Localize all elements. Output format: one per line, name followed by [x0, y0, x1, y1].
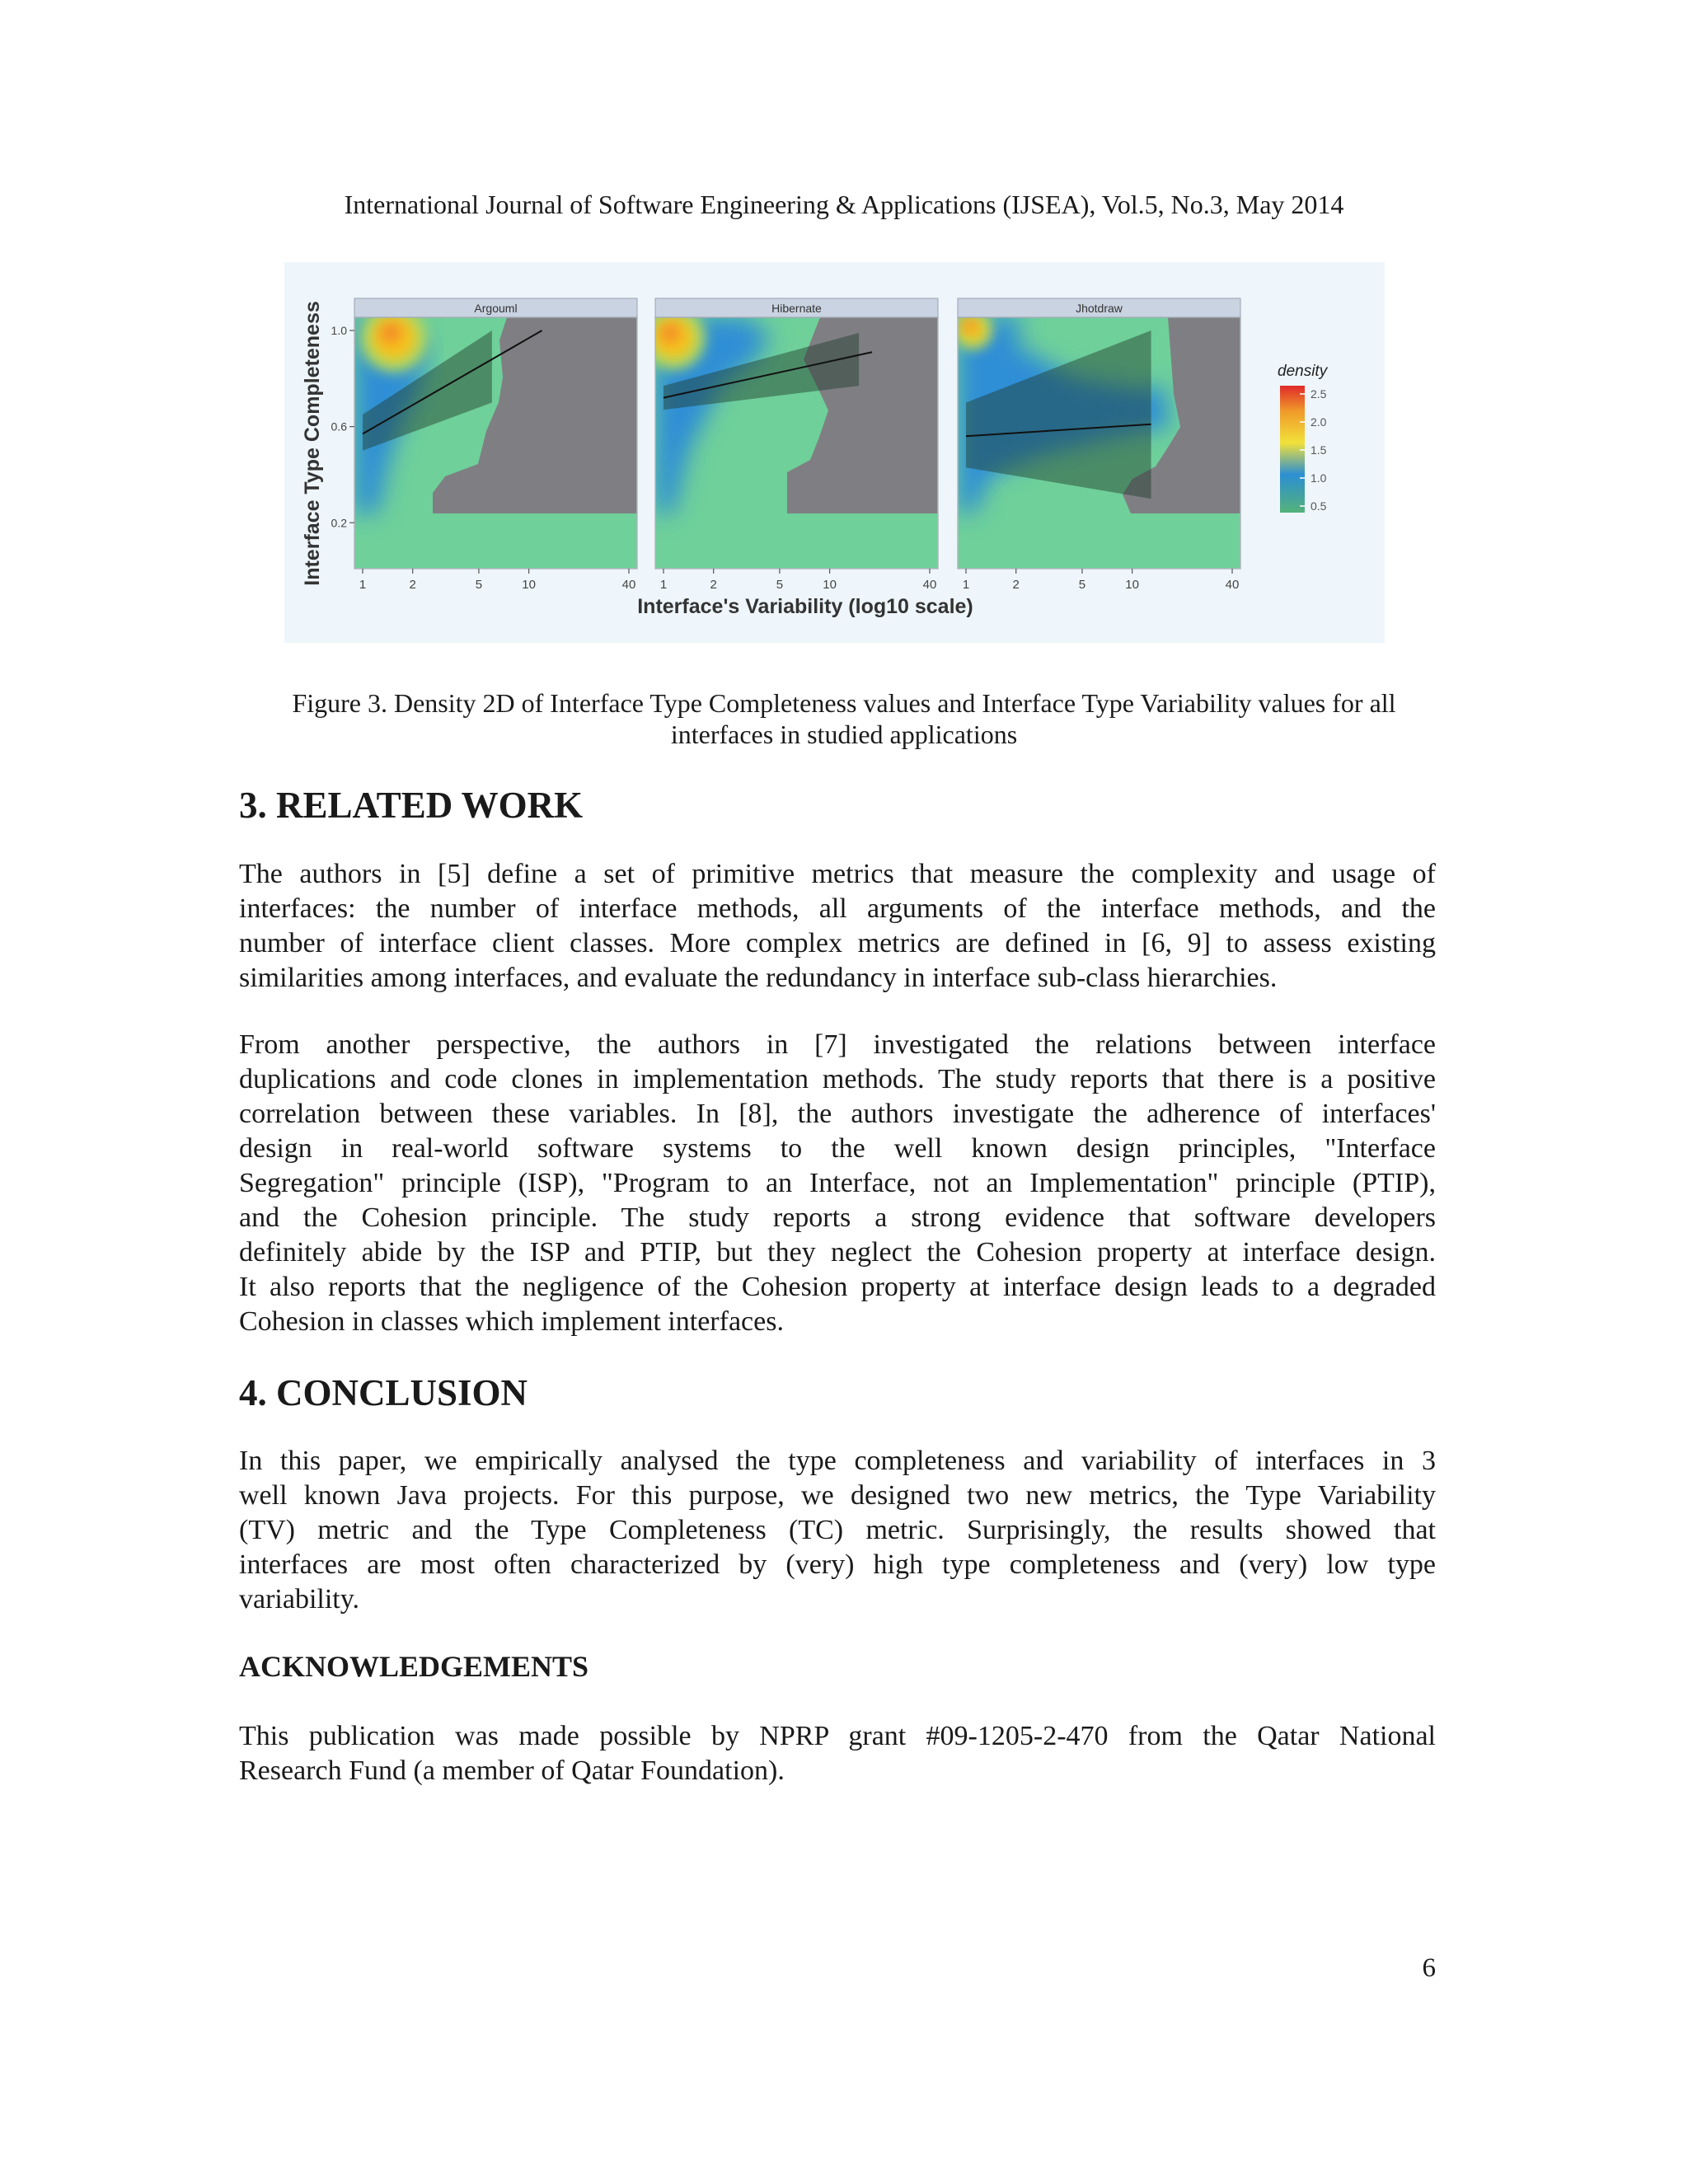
legend-tick-label: 0.5 [1311, 499, 1327, 513]
panel-title: Hibernate [771, 302, 822, 315]
density-figure [284, 262, 1385, 643]
text-line: well known Java projects. For this purpose, we designed two new metrics, the Type Variability [239, 1480, 1436, 1511]
x-tick-label: 2 [710, 578, 717, 592]
section-heading-related-work: 3. RELATED WORK [239, 785, 584, 826]
x-tick-label: 1 [659, 578, 668, 592]
x-axis-label: Interface's Variability (log10 scale) [637, 595, 973, 618]
density-hotspot-core [660, 323, 679, 342]
related-work-paragraph-2 [239, 1028, 1436, 1339]
x-tick-label: 40 [621, 578, 636, 592]
text-line: Segregation" principle (ISP), "Program to an Interface, not an Implementation" principle (PTIP), [239, 1168, 1436, 1198]
text-line: The authors in [5] define a set of primitive metrics that measure the complexity and usage of [239, 859, 1436, 889]
caption-line: Figure 3. Density 2D of Interface Type Completeness values and Interface Type Variability values for all [292, 688, 1396, 718]
density-panel-argouml [354, 303, 637, 569]
conclusion-paragraph [239, 1444, 1436, 1617]
text-line: This publication was made possible by NPRP grant #09-1205-2-470 from the Qatar National [239, 1721, 1436, 1751]
x-tick-label: 5 [1078, 578, 1086, 592]
figure-caption [239, 687, 1449, 750]
legend-tick-label: 1.0 [1311, 471, 1327, 485]
section-heading-acknowledgements: ACKNOWLEDGEMENTS [239, 1650, 589, 1683]
density-panel-jhotdraw [953, 310, 1240, 569]
related-work-paragraph-1 [239, 857, 1436, 996]
x-tick-label: 2 [409, 578, 416, 592]
section-heading-conclusion: 4. CONCLUSION [239, 1372, 528, 1413]
text-line: It also reports that the negligence of the Cohesion property at interface design leads to a degraded [239, 1272, 1436, 1302]
legend-tick-label: 2.5 [1311, 387, 1327, 401]
legend-tick-label: 1.5 [1311, 443, 1327, 457]
x-tick-label: 1 [962, 578, 970, 592]
text-line: variability. [239, 1584, 360, 1615]
y-tick-label: 0.6 [331, 419, 347, 434]
text-line: duplications and code clones in implementation methods. The study reports that there is a positive [239, 1064, 1436, 1094]
figure-3 [284, 262, 1385, 643]
x-tick-label: 2 [1012, 578, 1020, 592]
panel-title: Argouml [474, 302, 518, 315]
x-tick-label: 40 [1225, 578, 1240, 592]
text-line: correlation between these variables. In [8], the authors investigate the adherence of interfaces' [239, 1099, 1436, 1129]
text-line: In this paper, we empirically analysed the type completeness and variability of interfaces in 3 [239, 1446, 1436, 1476]
acknowledgements-paragraph [239, 1719, 1436, 1788]
x-tick-label: 10 [1125, 578, 1139, 592]
x-tick-label: 10 [522, 578, 536, 592]
text-line: similarities among interfaces, and evaluate the redundancy in interface sub-class hierarchies. [239, 963, 1278, 993]
legend-tick-label: 2.0 [1311, 415, 1327, 429]
legend-title: density [1278, 363, 1328, 380]
text-line: Cohesion in classes which implement interfaces. [239, 1306, 784, 1337]
text-line: interfaces: the number of interface methods, all arguments of the interface methods, and the [239, 893, 1436, 924]
text-line: interfaces are most often characterized by (very) high type completeness and (very) low type [239, 1549, 1436, 1580]
y-tick-label: 1.0 [331, 324, 347, 337]
panels-layer [354, 298, 1240, 569]
x-tick-label: 5 [475, 578, 483, 592]
x-tick-label: 1 [359, 578, 367, 592]
x-tick-label: 40 [922, 578, 937, 592]
text-line: design in real-world software systems to the well known design principles, "Interface [239, 1133, 1436, 1164]
text-line: (TV) metric and the Type Completeness (TC) metric. Surprisingly, the results showed that [239, 1515, 1436, 1545]
panel-title: Jhotdraw [1076, 302, 1123, 315]
x-tick-label: 5 [776, 578, 784, 592]
text-line: From another perspective, the authors in [7] investigated the relations between interface [239, 1029, 1436, 1060]
density-hotspot-core [964, 319, 975, 330]
text-line: number of interface client classes. More complex metrics are defined in [6, 9] to assess existing [239, 928, 1436, 958]
text-line: and the Cohesion principle. The study reports a strong evidence that software developers [239, 1202, 1436, 1233]
density-hotspot-core [380, 322, 401, 343]
text-line: definitely abide by the ISP and PTIP, but they neglect the Cohesion property at interface design. [239, 1237, 1436, 1268]
y-axis-label: Interface Type Completeness [301, 301, 324, 586]
x-tick-label: 10 [823, 578, 837, 592]
running-header: International Journal of Software Engineering & Applications (IJSEA), Vol.5, No.3, May 2014 [344, 190, 1344, 219]
caption-line: interfaces in studied applications [670, 719, 1018, 749]
page-number: 6 [1422, 1953, 1436, 1983]
legend-colorbar [1280, 386, 1305, 513]
text-line: Research Fund (a member of Qatar Foundation). [239, 1755, 785, 1786]
y-tick-label: 0.2 [331, 516, 347, 530]
density-panel-hibernate [641, 306, 938, 569]
